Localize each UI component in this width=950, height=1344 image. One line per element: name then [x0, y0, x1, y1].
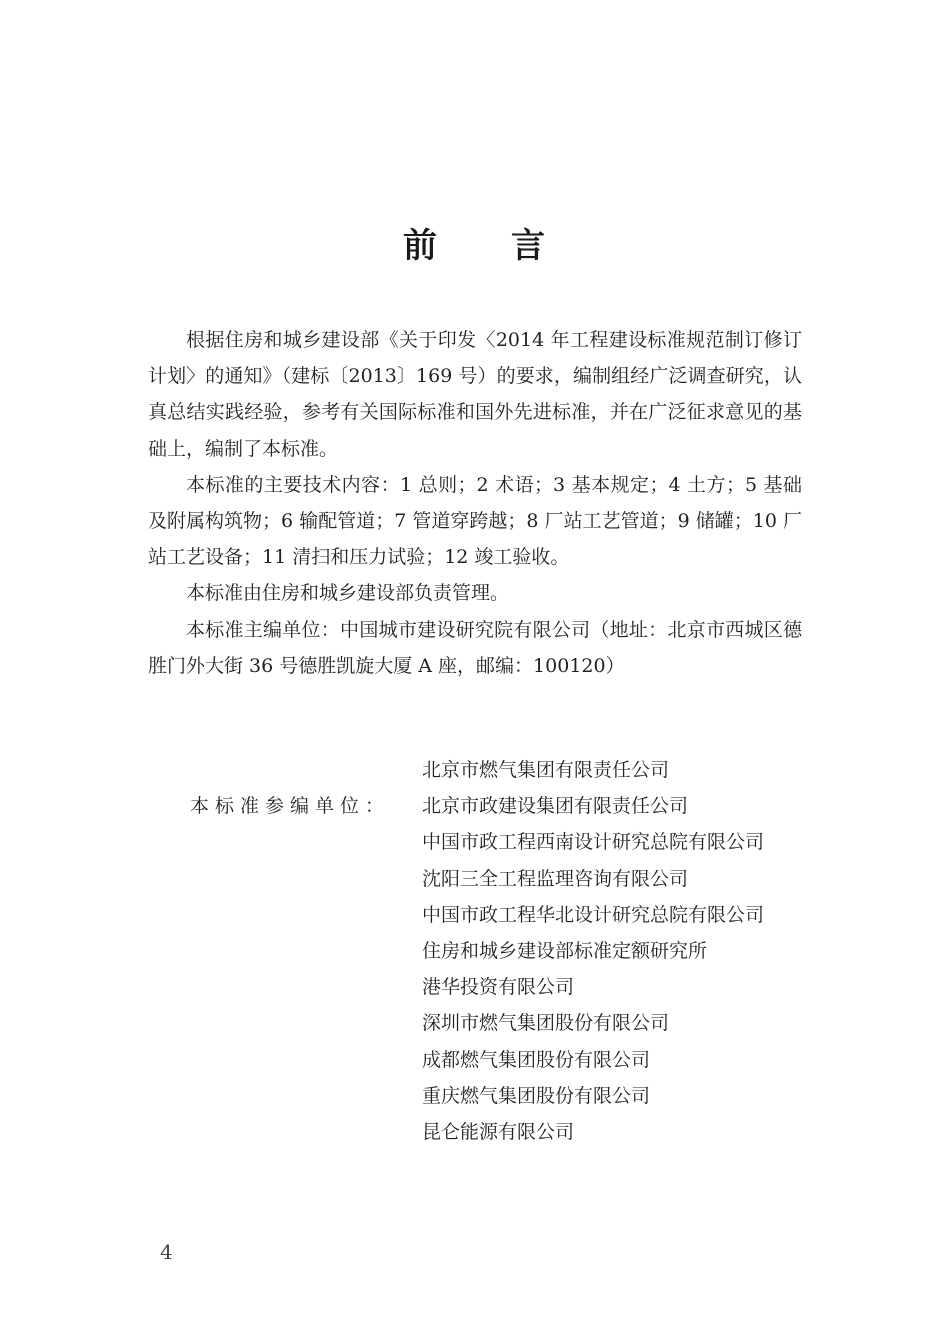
page-title-char-2: 言	[511, 226, 547, 266]
participating-units-label: 本标准参编单位：	[190, 795, 391, 818]
list-item: 中国市政工程华北设计研究总院有限公司	[422, 903, 765, 926]
participating-unit-first: 北京市燃气集团有限责任公司	[422, 759, 670, 781]
preface-paragraph-chief-unit: 本标准主编单位：中国城市建设研究院有限公司（地址：北京市西城区德胜门外大街 36 号德胜凯旋大厦 A 座，邮编：100120）	[148, 618, 802, 677]
list-item: 重庆燃气集团股份有限公司	[422, 1084, 651, 1107]
preface-paragraph-basis: 根据住房和城乡建设部《关于印发〈2014 年工程建设标准规范制订修订计划〉的通知》（建标〔2013〕169 号）的要求，编制组经广泛调查研究，认真总结实践经验，参考有关国际标准和国外先进标准，并在广泛征求意见的基础上，编制了本标准。	[148, 329, 802, 460]
list-item: 昆仑能源有限公司	[422, 1121, 575, 1144]
participating-units-list	[422, 788, 802, 1150]
list-item: 沈阳三全工程监理咨询有限公司	[422, 867, 689, 890]
list-item: 住房和城乡建设部标准定额研究所	[422, 940, 708, 963]
participating-units-block	[190, 752, 810, 1150]
page-title	[0, 222, 950, 270]
participating-units-row	[190, 788, 810, 1150]
list-item: 港华投资有限公司	[422, 976, 575, 999]
participating-unit-first-row	[190, 752, 810, 788]
list-item: 中国市政工程西南设计研究总院有限公司	[422, 831, 765, 854]
page-number: 4	[160, 1240, 173, 1264]
list-item: 成都燃气集团股份有限公司	[422, 1048, 651, 1071]
list-item: 深圳市燃气集团股份有限公司	[422, 1012, 670, 1035]
list-item: 北京市政建设集团有限责任公司	[422, 795, 689, 818]
preface-paragraph-contents: 本标准的主要技术内容：1 总则；2 术语；3 基本规定；4 土方；5 基础及附属构筑物；6 输配管道；7 管道穿跨越；8 厂站工艺管道；9 储罐；10 厂站工艺设备；11 清扫和压力试验；12 竣工验收。	[148, 473, 802, 569]
page-title-char-1: 前	[403, 226, 439, 266]
preface-body	[148, 322, 802, 684]
preface-paragraph-management: 本标准由住房和城乡建设部负责管理。	[186, 582, 510, 605]
